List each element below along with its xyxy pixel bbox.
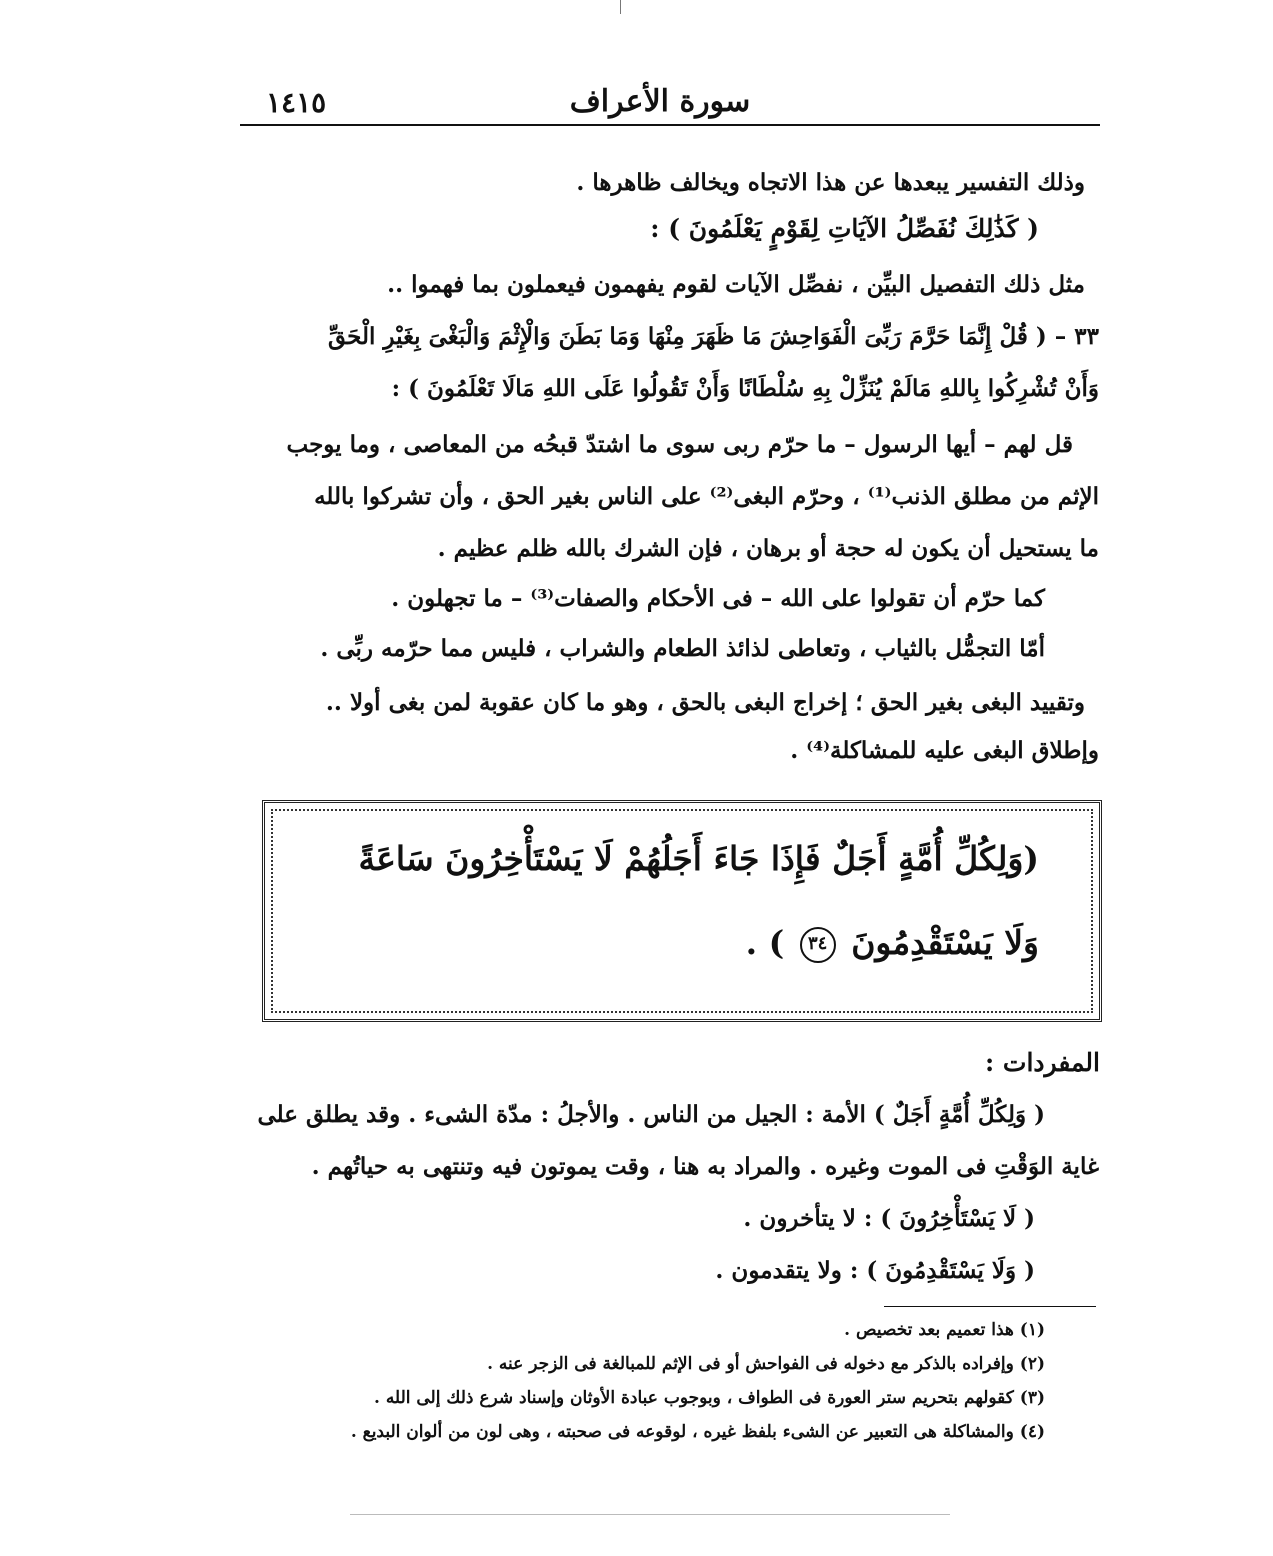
body-line: وتقييد البغى بغير الحق ؛ إخراج البغى بالحق ، وهو ما كان عقوبة لمن بغى أولا .. xyxy=(325,689,1085,716)
body-line: وإطلاق البغى عليه للمشاكلة⁽⁴⁾ . xyxy=(790,737,1099,764)
verse-34-line-2 xyxy=(746,923,1039,963)
quran-quote: ( كَذَٰلِكَ نُفَصِّلُ الآيَاتِ لِقَوْمٍ يَعْلَمُونَ ) : xyxy=(650,214,1039,243)
body-line: وذلك التفسير يبعدها عن هذا الاتجاه ويخالف ظاهرها . xyxy=(576,169,1085,196)
body-line: أمّا التجمُّل بالثياب ، وتعاطى لذائذ الطعام والشراب ، فليس مما حرّمه ربِّى . xyxy=(320,635,1045,662)
body-line: الإثم من مطلق الذنب⁽¹⁾ ، وحرّم البغى⁽²⁾ على الناس بغير الحق ، وأن تشركوا بالله xyxy=(314,483,1099,510)
body-line: قل لهم – أيها الرسول – ما حرّم ربى سوى ما اشتدّ قبحُه من المعاصى ، وما يوجب xyxy=(286,431,1073,458)
footnote-rule xyxy=(884,1306,1096,1307)
verse-34-line-1: (وَلِكُلِّ أُمَّةٍ أَجَلٌ فَإِذَا جَاءَ أَجَلُهُمْ لَا يَسْتَأْخِرُونَ سَاعَةً xyxy=(358,839,1039,878)
body-line: كما حرّم أن تقولوا على الله – فى الأحكام والصفات⁽³⁾ – ما تجهلون . xyxy=(391,585,1045,612)
scan-mark xyxy=(620,0,621,14)
body-line: مثل ذلك التفصيل البيِّن ، نفصِّل الآيات لقوم يفهمون فيعملون بما فهموا .. xyxy=(387,271,1085,298)
vocabulary-line: ( وَلَا يَسْتَقْدِمُونَ ) : ولا يتقدمون . xyxy=(715,1257,1035,1284)
verse-frame xyxy=(262,800,1102,1022)
footnote: (٤) والمشاكلة هى التعبير عن الشىء بلفظ غيره ، لوقوعه فى صحبته ، وهى لون من ألوان البديع . xyxy=(350,1422,1045,1442)
quran-verse-33: ٣٣ – ( قُلْ إِنَّمَا حَرَّمَ رَبِّىَ الْفَوَاحِشَ مَا ظَهَرَ مِنْهَا وَمَا بَطَنَ وَالْإِثْمَ وَالْبَغْىَ بِغَيْرِ الْحَقِّ xyxy=(328,323,1099,350)
page-title: سورة الأعراف xyxy=(569,84,751,119)
verse-34-end: ) . xyxy=(745,923,785,962)
vocabulary-line: ( لَا يَسْتَأْخِرُونَ ) : لا يتأخرون . xyxy=(743,1205,1035,1232)
footnote: (٣) كقولهم بتحريم ستر العورة فى الطواف ، وبوجوب عبادة الأوثان وإسناد شرع ذلك إلى الله . xyxy=(373,1388,1045,1408)
body-line: ما يستحيل أن يكون له حجة أو برهان ، فإن الشرك بالله ظلم عظيم . xyxy=(437,535,1099,562)
footnote: (١) هذا تعميم بعد تخصيص . xyxy=(844,1320,1045,1340)
ayah-number-mark: ٣٤ xyxy=(800,927,836,963)
header-rule xyxy=(240,124,1100,126)
verse-34-text: وَلَا يَسْتَقْدِمُونَ xyxy=(851,923,1039,962)
quran-verse-33-cont: وَأَنْ تُشْرِكُوا بِاللهِ مَالَمْ يُنَزِّلْ بِهِ سُلْطَانًا وَأَنْ تَقُولُوا عَلَى اللهِ مَالَا تَعْلَمُونَ ) : xyxy=(391,375,1099,402)
bottom-scan-line xyxy=(350,1514,950,1515)
page-number: ١٤١٥ xyxy=(266,86,327,119)
vocabulary-line: غاية الوَقْتِ فى الموت وغيره . والمراد به هنا ، وقت يموتون فيه وتنتهى به حياتُهم . xyxy=(311,1153,1099,1180)
vocabulary-line: ( وَلِكُلِّ أُمَّةٍ أَجَلٌ ) الأمة : الجيل من الناس . والأجلُ : مدّة الشىء . وقد يطلق على xyxy=(257,1101,1045,1128)
vocabulary-title: المفردات : xyxy=(984,1048,1100,1077)
footnote: (٢) وإفراده بالذكر مع دخوله فى الفواحش أو فى الإثم للمبالغة فى الزجر عنه . xyxy=(487,1354,1045,1374)
